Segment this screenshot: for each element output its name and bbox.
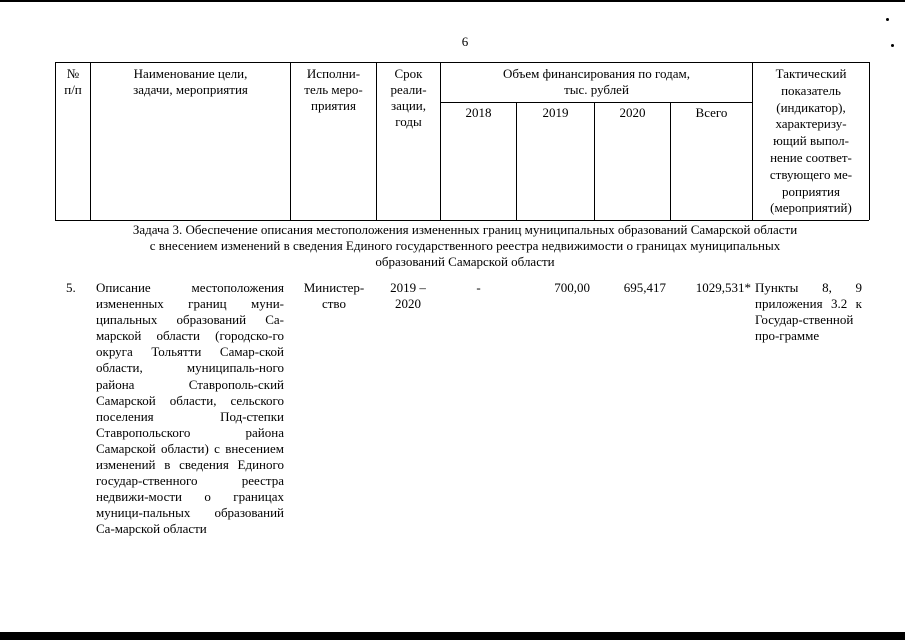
header-term: Срок реали- зации, годы xyxy=(390,66,427,129)
header-bottom-border xyxy=(55,220,869,221)
header-num: № п/п xyxy=(64,66,82,97)
header-indicator: Тактический показатель (индикатор), характеризу- ющий выпол- нение соответ- ствующего ме- роприятия (мероприятий) xyxy=(769,66,853,216)
header-year-2018: 2018 xyxy=(465,105,492,120)
scan-bottom-edge xyxy=(0,632,905,640)
row-executor: Министер- ство xyxy=(303,280,365,311)
scan-speck xyxy=(891,44,894,47)
task-heading: Задача 3. Обеспечение описания местоположения измененных границ муниципальных образований Самарской области с внесением изменений в сведения Единого государственного реестра недвижимости о границах муниципальных образований Самарской области xyxy=(132,222,798,269)
header-year-2019: 2019 xyxy=(542,105,569,120)
scan-speck xyxy=(886,18,889,21)
table-top-border xyxy=(55,62,869,63)
row-description: Описание местоположения измененных границ муни-ципальных образований Са-марской области (городско-го округа Тольятти Самар-ской области, муниципаль-ного района Ставрополь-ский Самарской области, сельского поселения Под-степки Ставропольского района Самарской области) с внесением изменений в сведения Единого государ-ственного реестра недвижи-мости о границах муници-пальных образований Са-марской области xyxy=(96,280,284,537)
row-value-2018: - xyxy=(476,280,481,295)
header-funding: Объем финансирования по годам, тыс. рублей xyxy=(502,66,691,97)
page-number: 6 xyxy=(461,34,469,49)
row-value-total: 1029,531* xyxy=(695,280,751,295)
row-value-2020: 695,417 xyxy=(623,280,666,295)
header-executor: Исполни- тель меро- приятия xyxy=(304,66,363,113)
col-border xyxy=(869,62,870,220)
row-num: 5. xyxy=(66,280,76,295)
header-total: Всего xyxy=(695,105,728,120)
row-indicator: Пункты 8, 9 приложения 3.2 к Государ-ственной про-грамме xyxy=(755,280,862,344)
row-term: 2019 – 2020 xyxy=(390,280,426,311)
row-value-2019: 700,00 xyxy=(554,280,590,295)
scan-top-edge xyxy=(0,0,905,2)
header-year-2020: 2020 xyxy=(619,105,646,120)
funding-subheader-line xyxy=(440,102,752,103)
header-name: Наименование цели, задачи, мероприятия xyxy=(133,66,248,97)
